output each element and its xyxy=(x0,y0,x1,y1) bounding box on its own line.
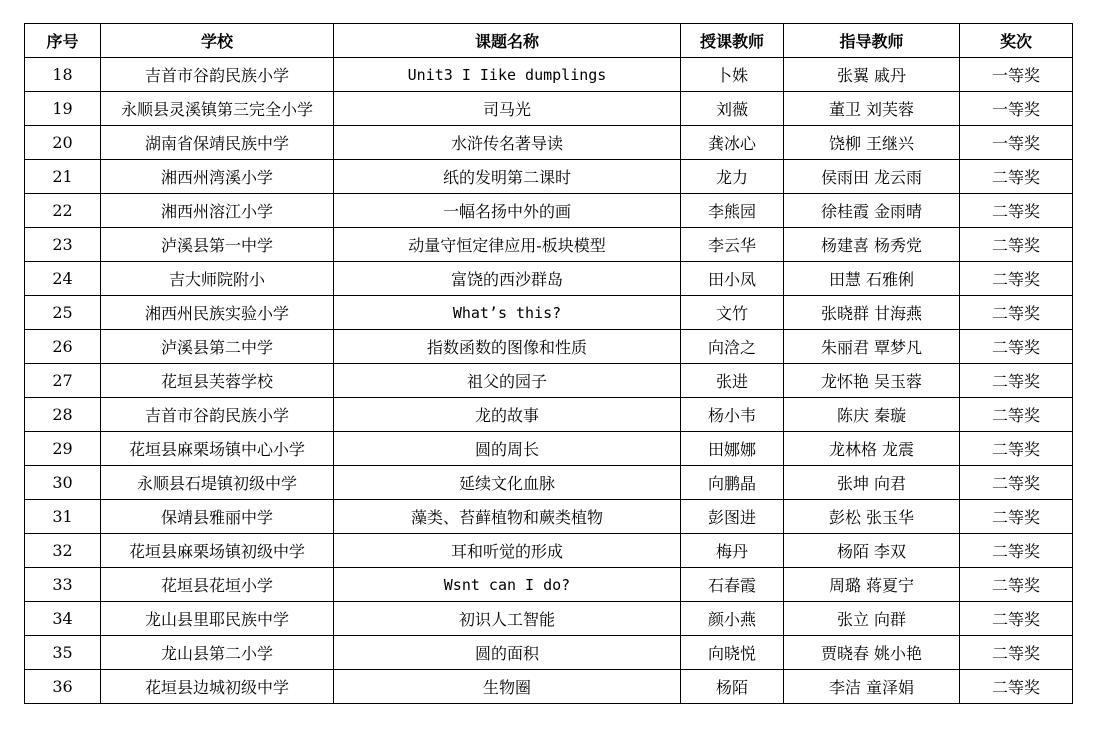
table-row xyxy=(25,500,1073,534)
cell-seq: 23 xyxy=(25,228,101,262)
table-row xyxy=(25,194,1073,228)
cell-topic: 动量守恒定律应用-板块模型 xyxy=(334,228,681,262)
cell-award: 一等奖 xyxy=(960,126,1073,160)
table-row xyxy=(25,330,1073,364)
table-row xyxy=(25,432,1073,466)
cell-topic: 延续文化血脉 xyxy=(334,466,681,500)
cell-topic: What’s this? xyxy=(334,296,681,330)
cell-school: 湘西州湾溪小学 xyxy=(101,160,334,194)
header-seq: 序号 xyxy=(25,24,101,58)
header-teacher: 授课教师 xyxy=(681,24,784,58)
cell-award: 二等奖 xyxy=(960,194,1073,228)
table-body xyxy=(25,58,1073,704)
cell-topic: 初识人工智能 xyxy=(334,602,681,636)
cell-seq: 20 xyxy=(25,126,101,160)
cell-advisors: 张坤 向君 xyxy=(784,466,960,500)
cell-school: 花垣县麻栗场镇中心小学 xyxy=(101,432,334,466)
cell-award: 二等奖 xyxy=(960,466,1073,500)
cell-teacher: 龚冰心 xyxy=(681,126,784,160)
cell-seq: 29 xyxy=(25,432,101,466)
cell-seq: 25 xyxy=(25,296,101,330)
table-row xyxy=(25,160,1073,194)
header-row xyxy=(25,24,1073,58)
cell-advisors: 李洁 童泽娟 xyxy=(784,670,960,704)
cell-seq: 22 xyxy=(25,194,101,228)
cell-seq: 18 xyxy=(25,58,101,92)
cell-advisors: 龙怀艳 吴玉蓉 xyxy=(784,364,960,398)
cell-topic: 纸的发明第二课时 xyxy=(334,160,681,194)
cell-topic: 龙的故事 xyxy=(334,398,681,432)
cell-school: 永顺县灵溪镇第三完全小学 xyxy=(101,92,334,126)
table-row xyxy=(25,398,1073,432)
cell-topic: 富饶的西沙群岛 xyxy=(334,262,681,296)
header-school: 学校 xyxy=(101,24,334,58)
table-row xyxy=(25,262,1073,296)
cell-school: 永顺县石堤镇初级中学 xyxy=(101,466,334,500)
cell-seq: 32 xyxy=(25,534,101,568)
cell-teacher: 田小凤 xyxy=(681,262,784,296)
cell-advisors: 董卫 刘芙蓉 xyxy=(784,92,960,126)
cell-award: 二等奖 xyxy=(960,534,1073,568)
cell-school: 保靖县雅丽中学 xyxy=(101,500,334,534)
cell-teacher: 张进 xyxy=(681,364,784,398)
cell-award: 二等奖 xyxy=(960,160,1073,194)
cell-topic: 司马光 xyxy=(334,92,681,126)
cell-topic: 水浒传名著导读 xyxy=(334,126,681,160)
cell-seq: 35 xyxy=(25,636,101,670)
cell-seq: 24 xyxy=(25,262,101,296)
cell-teacher: 杨小韦 xyxy=(681,398,784,432)
table-row xyxy=(25,228,1073,262)
cell-seq: 30 xyxy=(25,466,101,500)
cell-award: 一等奖 xyxy=(960,92,1073,126)
cell-school: 吉大师院附小 xyxy=(101,262,334,296)
cell-award: 二等奖 xyxy=(960,636,1073,670)
table-row xyxy=(25,58,1073,92)
cell-advisors: 朱丽君 覃梦凡 xyxy=(784,330,960,364)
cell-seq: 33 xyxy=(25,568,101,602)
cell-teacher: 李云华 xyxy=(681,228,784,262)
cell-advisors: 陈庆 秦璇 xyxy=(784,398,960,432)
cell-teacher: 向晓悦 xyxy=(681,636,784,670)
cell-school: 花垣县芙蓉学校 xyxy=(101,364,334,398)
cell-topic: Unit3 I Iike dumplings xyxy=(334,58,681,92)
cell-award: 二等奖 xyxy=(960,432,1073,466)
cell-seq: 27 xyxy=(25,364,101,398)
cell-teacher: 文竹 xyxy=(681,296,784,330)
table-row xyxy=(25,602,1073,636)
cell-topic: 藻类、苔藓植物和蕨类植物 xyxy=(334,500,681,534)
table-row xyxy=(25,126,1073,160)
cell-teacher: 杨陌 xyxy=(681,670,784,704)
header-topic: 课题名称 xyxy=(334,24,681,58)
cell-school: 花垣县边城初级中学 xyxy=(101,670,334,704)
table-row xyxy=(25,364,1073,398)
cell-school: 吉首市谷韵民族小学 xyxy=(101,58,334,92)
cell-school: 泸溪县第二中学 xyxy=(101,330,334,364)
header-award: 奖次 xyxy=(960,24,1073,58)
cell-award: 二等奖 xyxy=(960,364,1073,398)
cell-award: 二等奖 xyxy=(960,602,1073,636)
cell-topic: 圆的周长 xyxy=(334,432,681,466)
cell-seq: 26 xyxy=(25,330,101,364)
cell-seq: 31 xyxy=(25,500,101,534)
cell-seq: 28 xyxy=(25,398,101,432)
cell-award: 二等奖 xyxy=(960,568,1073,602)
header-advisors: 指导教师 xyxy=(784,24,960,58)
cell-advisors: 彭松 张玉华 xyxy=(784,500,960,534)
cell-advisors: 杨陌 李双 xyxy=(784,534,960,568)
table-row xyxy=(25,296,1073,330)
cell-award: 二等奖 xyxy=(960,398,1073,432)
cell-topic: 祖父的园子 xyxy=(334,364,681,398)
cell-award: 二等奖 xyxy=(960,262,1073,296)
cell-teacher: 颜小燕 xyxy=(681,602,784,636)
table-row xyxy=(25,636,1073,670)
cell-school: 花垣县麻栗场镇初级中学 xyxy=(101,534,334,568)
cell-advisors: 田慧 石雅俐 xyxy=(784,262,960,296)
cell-award: 一等奖 xyxy=(960,58,1073,92)
cell-award: 二等奖 xyxy=(960,670,1073,704)
table-header xyxy=(25,24,1073,58)
cell-award: 二等奖 xyxy=(960,330,1073,364)
cell-topic: 生物圈 xyxy=(334,670,681,704)
cell-teacher: 梅丹 xyxy=(681,534,784,568)
cell-school: 湘西州民族实验小学 xyxy=(101,296,334,330)
cell-advisors: 饶柳 王继兴 xyxy=(784,126,960,160)
cell-teacher: 石春霞 xyxy=(681,568,784,602)
cell-school: 湘西州溶江小学 xyxy=(101,194,334,228)
cell-advisors: 周璐 蒋夏宁 xyxy=(784,568,960,602)
cell-teacher: 向浛之 xyxy=(681,330,784,364)
cell-award: 二等奖 xyxy=(960,228,1073,262)
cell-seq: 34 xyxy=(25,602,101,636)
cell-topic: 一幅名扬中外的画 xyxy=(334,194,681,228)
table-row xyxy=(25,466,1073,500)
cell-advisors: 贾晓春 姚小艳 xyxy=(784,636,960,670)
cell-school: 吉首市谷韵民族小学 xyxy=(101,398,334,432)
cell-school: 湖南省保靖民族中学 xyxy=(101,126,334,160)
cell-advisors: 张翼 戚丹 xyxy=(784,58,960,92)
cell-school: 龙山县第二小学 xyxy=(101,636,334,670)
table-row xyxy=(25,534,1073,568)
cell-school: 龙山县里耶民族中学 xyxy=(101,602,334,636)
cell-award: 二等奖 xyxy=(960,296,1073,330)
cell-topic: 耳和听觉的形成 xyxy=(334,534,681,568)
cell-seq: 21 xyxy=(25,160,101,194)
table-row xyxy=(25,670,1073,704)
cell-advisors: 侯雨田 龙云雨 xyxy=(784,160,960,194)
cell-advisors: 龙林格 龙震 xyxy=(784,432,960,466)
cell-topic: 指数函数的图像和性质 xyxy=(334,330,681,364)
table-row xyxy=(25,568,1073,602)
cell-award: 二等奖 xyxy=(960,500,1073,534)
cell-teacher: 卜姝 xyxy=(681,58,784,92)
cell-advisors: 徐桂霞 金雨晴 xyxy=(784,194,960,228)
cell-teacher: 彭图进 xyxy=(681,500,784,534)
cell-seq: 36 xyxy=(25,670,101,704)
cell-seq: 19 xyxy=(25,92,101,126)
awards-table xyxy=(24,23,1073,704)
cell-teacher: 向鹏晶 xyxy=(681,466,784,500)
cell-topic: Wsnt can I do? xyxy=(334,568,681,602)
cell-teacher: 刘薇 xyxy=(681,92,784,126)
cell-advisors: 张晓群 甘海燕 xyxy=(784,296,960,330)
cell-school: 泸溪县第一中学 xyxy=(101,228,334,262)
cell-teacher: 龙力 xyxy=(681,160,784,194)
table-row xyxy=(25,92,1073,126)
cell-topic: 圆的面积 xyxy=(334,636,681,670)
cell-teacher: 田娜娜 xyxy=(681,432,784,466)
cell-advisors: 杨建喜 杨秀党 xyxy=(784,228,960,262)
cell-advisors: 张立 向群 xyxy=(784,602,960,636)
cell-school: 花垣县花垣小学 xyxy=(101,568,334,602)
cell-teacher: 李熊园 xyxy=(681,194,784,228)
